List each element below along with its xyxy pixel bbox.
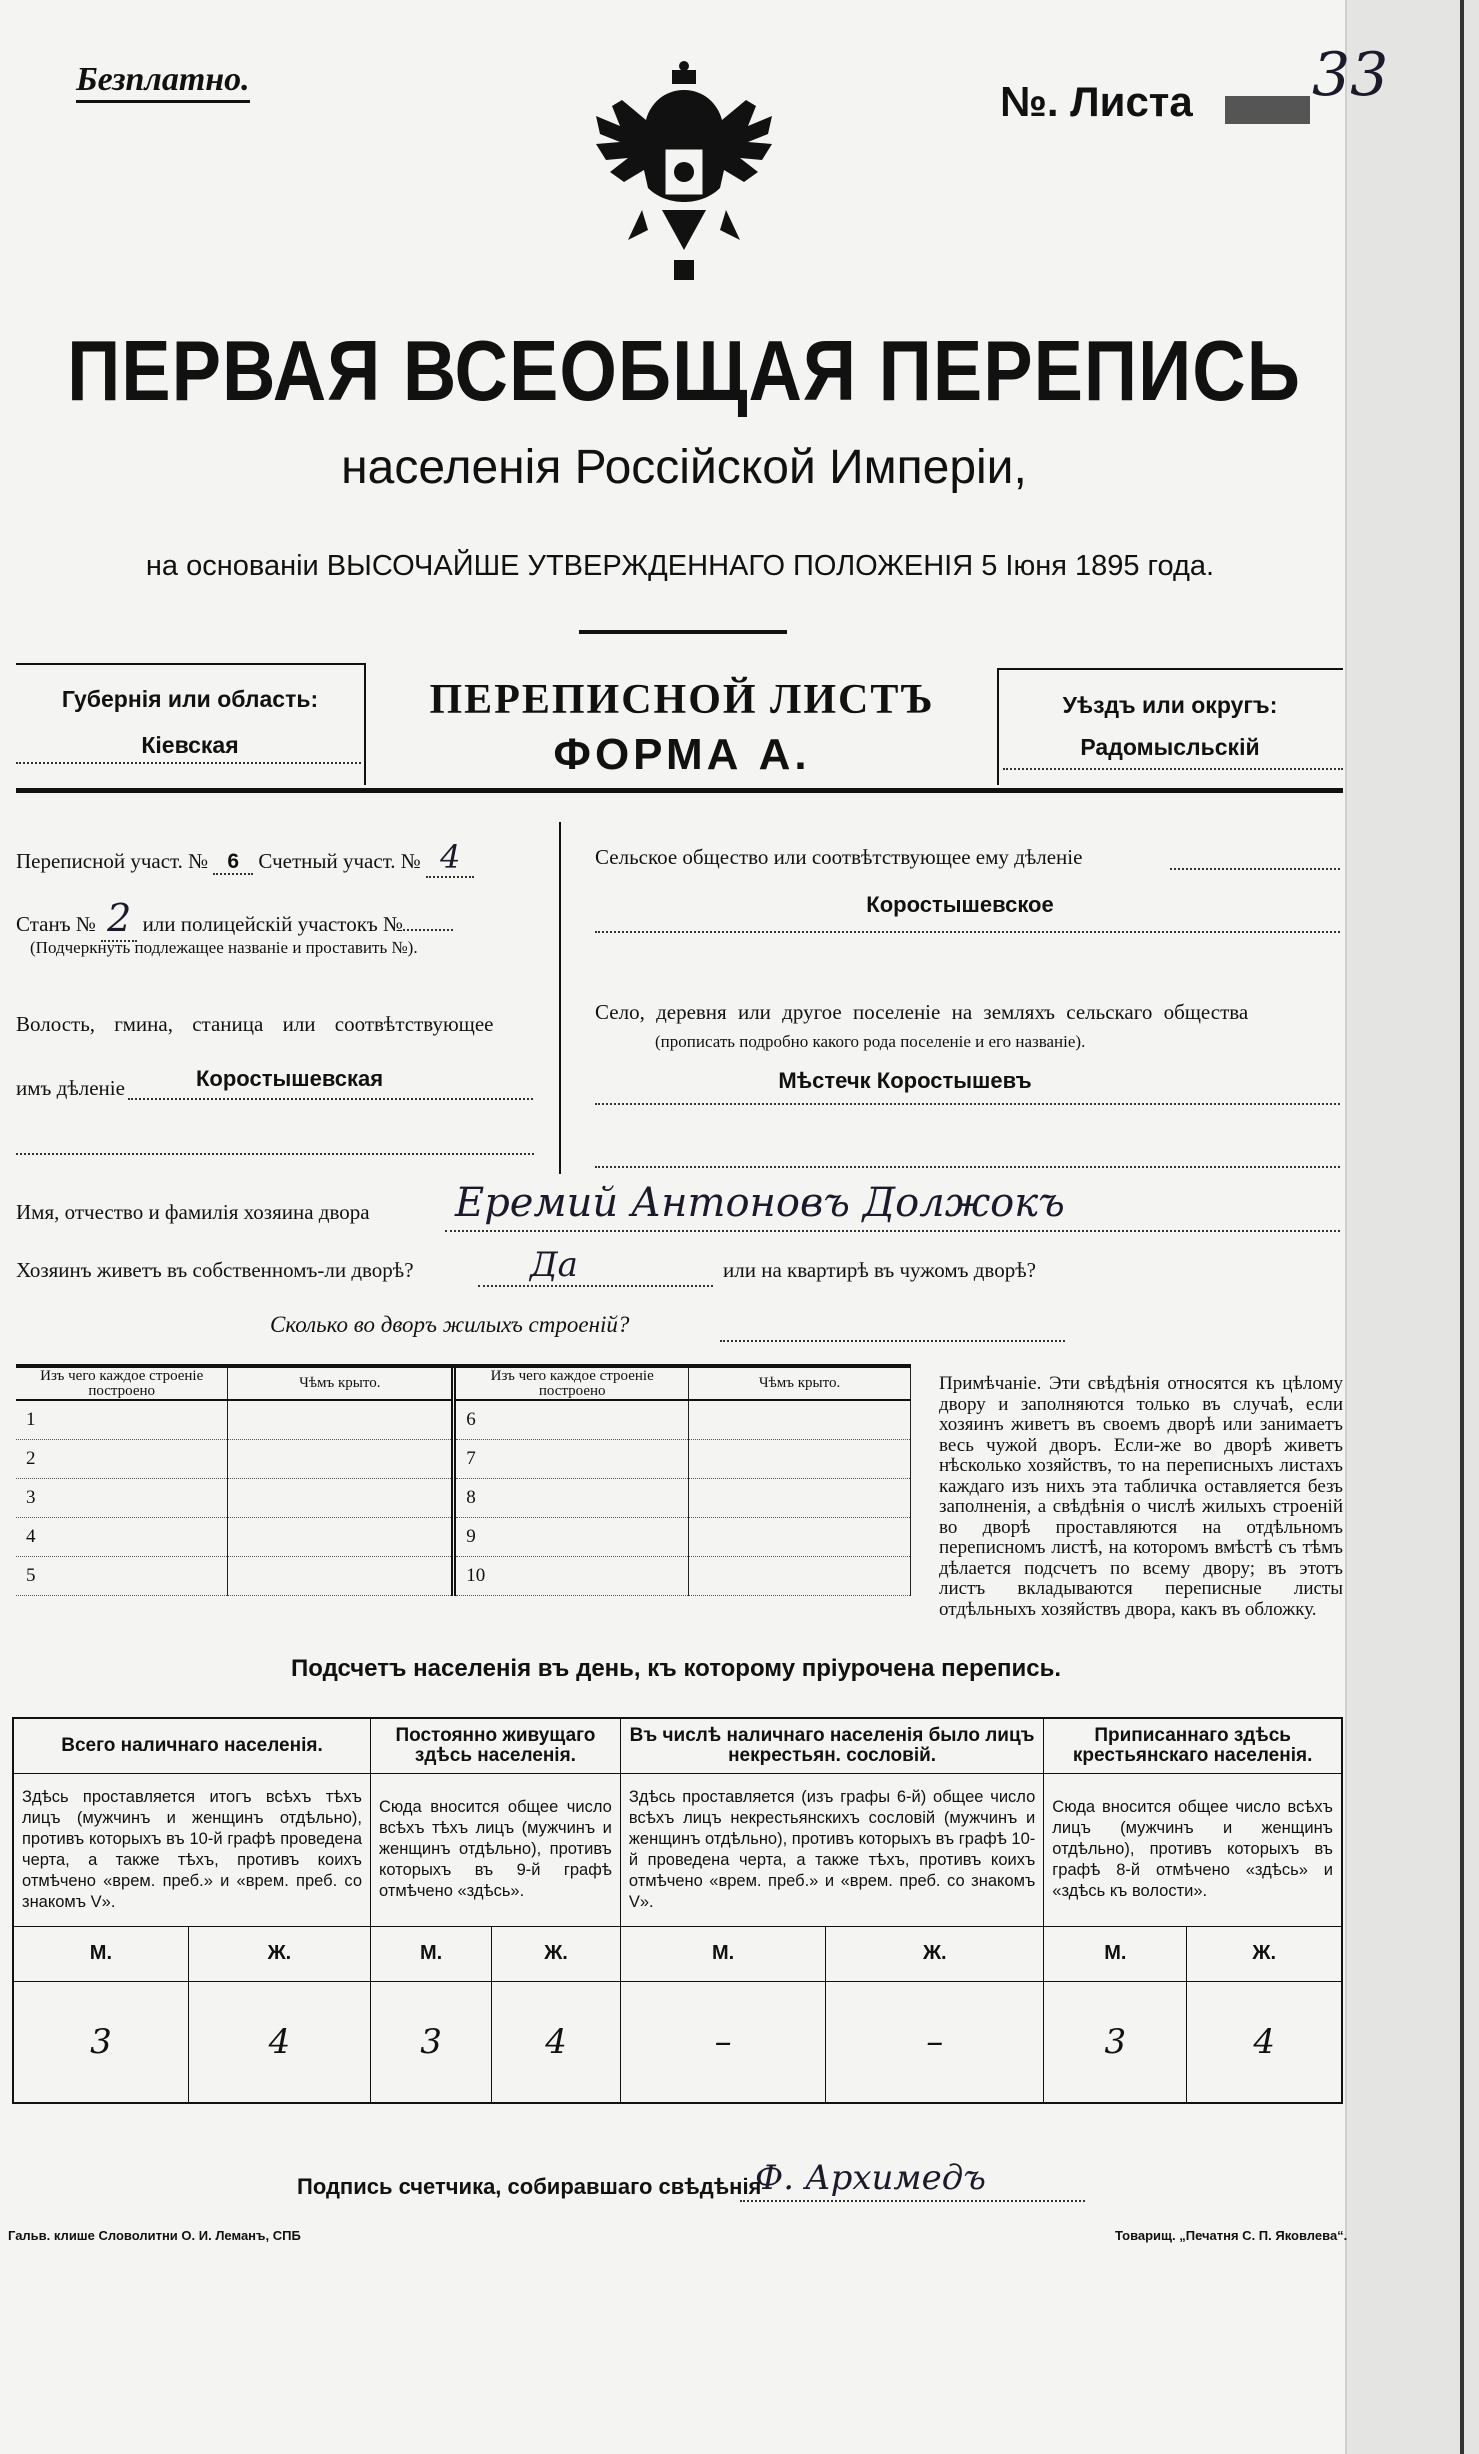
buildings-question: Сколько во дворъ жилыхъ строеній? [270,1312,630,1337]
divider [364,663,366,785]
divider [997,668,1343,670]
double-headed-eagle-icon [582,60,786,292]
table-row: 3 8 [16,1478,911,1517]
adjacent-page-edge [1345,0,1479,2454]
dotted-line [595,1103,1340,1105]
society-label: Сельское общество или соотвѣтствующее ему дѣленіе [595,845,1083,869]
signature-value: Ф. Архимедъ [755,2158,986,2198]
male-value: 3 [1044,1981,1187,2103]
main-title: ПЕРВАЯ ВСЕОБЩАЯ ПЕРЕПИСЬ [67,323,1301,419]
census-area-value: 6 [213,850,253,875]
ornament-divider [579,630,787,634]
population-title: Подсчетъ населенія въ день, къ которому пріурочена перепись. [291,1655,1061,1682]
male-header: М. [620,1926,825,1981]
population-table [12,1717,1343,2104]
col-roof: Чѣмъ крыто. [689,1368,911,1400]
female-value: 4 [1187,1981,1342,2103]
female-value: 4 [492,1981,621,2103]
male-value: 3 [13,1981,188,2103]
census-area-label: Переписной участ. № [16,849,209,873]
male-header: М. [13,1926,188,1981]
col-header: Приписаннаго здѣсь крестьянскаго населенія. [1044,1718,1342,1773]
col-header: Въ числѣ наличнаго населенія было лицъ некрестьян. сословій. [620,1718,1043,1773]
volost-label-2: имъ дѣленіе [16,1076,125,1100]
rented-label: или на квартирѣ въ чужомъ дворѣ? [723,1258,1036,1282]
scan-edge [1460,0,1464,2454]
sheet-number-label: №. Листа [1000,78,1193,125]
stan-label: Станъ № [16,912,96,936]
female-header: Ж. [492,1926,621,1981]
dotted-line [445,1230,1340,1232]
col-desc: Сюда вносится общее число всѣхъ тѣхъ лицъ (мужчинъ и женщинъ отдѣльно), противъ которыхъ въ 9-й графѣ отмѣчено «здѣсь». [371,1773,621,1926]
census-area-field [16,838,474,876]
female-value: – [826,1981,1044,2103]
province-value: Кіевская [141,732,239,758]
col-desc: Здѣсь проставляется (изъ графы 6-й) общее число всѣхъ лицъ некрестьянскихъ сословій (мужчинъ и женщинъ отдѣльно), противъ которыхъ въ графѣ 10-й проведена черта, а также тѣхъ, противъ коихъ отмѣчено «врем. преб.» и «врем. преб. со знакомъ V». [620,1773,1043,1926]
male-value: – [620,1981,825,2103]
dotted-line [1170,868,1340,870]
count-area-label: Счетный участ. № [258,849,421,873]
district-value: Радомысльскій [1080,734,1260,760]
count-area-value: 4 [426,838,474,878]
col-material: Изъ чего каждое строеніе построено [16,1368,228,1400]
dotted-line [595,1166,1340,1168]
sheet-number-field [1225,96,1310,124]
divider [559,822,561,1174]
col-header: Постоянно живущаго здѣсь населенія. [371,1718,621,1773]
form-name: ФОРМА А. [553,730,811,779]
male-header: М. [371,1926,492,1981]
printer-left: Гальв. клише Словолитни О. И. Леманъ, СПБ [8,2228,301,2243]
male-header: М. [1044,1926,1187,1981]
female-value: 4 [188,1981,370,2103]
village-label: Село, деревня или другое поселеніе на земляхъ сельскаго общества [595,1000,1249,1024]
underline-note: (Подчеркнуть подлежащее названіе и проставить №). [30,938,418,957]
col-material: Изъ чего каждое строеніе построено [454,1368,689,1400]
female-header: Ж. [826,1926,1044,1981]
dotted-line [478,1285,713,1287]
table-row: 2 7 [16,1439,911,1478]
table-row: 1 6 [16,1400,911,1439]
dotted-line [16,1153,534,1155]
divider [16,788,1343,793]
female-header: Ж. [1187,1926,1342,1981]
owner-name-label: Имя, отчество и фамилія хозяина двора [16,1200,370,1224]
col-desc: Сюда вносится общее число всѣхъ лицъ (мужчинъ и женщинъ отдѣльно), противъ которыхъ въ графѣ 8-й отмѣчено «здѣсь» и «здѣсь къ волости». [1044,1773,1342,1926]
printer-right: Товарищ. „Печатня С. П. Яковлева“. [1115,2228,1348,2243]
subtitle: населенія Россійской Имперіи, [341,441,1027,494]
province-label: Губернія или область: [61,686,319,712]
stan-value: 2 [101,896,137,942]
dotted-line [128,1098,533,1100]
police-label: или полицейскій участокъ № [142,912,404,936]
village-note: (прописать подробно какого рода поселеніе и его названіе). [655,1032,1086,1051]
sheet-title: ПЕРЕПИСНОЙ ЛИСТЪ [429,677,935,723]
divider [997,668,999,785]
dotted-line [720,1340,1065,1342]
owner-name-value: Еремий Антоновъ Должокъ [455,1180,1065,1226]
volost-value: Коростышевская [196,1066,384,1091]
volost-label: Волость, гмина, станица или соотвѣтствующее [16,1012,494,1036]
table-row: 4 9 [16,1517,911,1556]
col-header: Всего наличнаго населенія. [13,1718,371,1773]
col-roof: Чѣмъ крыто. [228,1368,454,1400]
col-desc: Здѣсь проставляется итогъ всѣхъ тѣхъ лицъ (мужчинъ и женщинъ отдѣльно), противъ которыхъ въ 10-й графѣ проведена черта, а также тѣхъ, противъ коихъ отмѣчено «врем. преб.» и «врем. преб. со знакомъ V». [13,1773,371,1926]
note-text: Примѣчаніе. Эти свѣдѣнія относятся къ цѣлому двору и заполняются только въ случаѣ, если хозяинъ живетъ въ своемъ дворѣ или занимаетъ весь чужой дворъ. Если-же во дворѣ живетъ нѣсколько хозяйствъ, то на переписныхъ листахъ каждаго изъ нихъ эта табличка оставляется безъ заполненія, а свѣдѣнія о числѣ жилыхъ строеній во дворѣ проставляются на отдѣльномъ переписномъ листѣ, на которомъ вмѣстѣ съ тѣмъ дѣлается подсчетъ по всему двору; въ этотъ листъ вкладываются переписные листы отдѣльныхъ хозяйствъ двора, какъ въ обложку. [939,1373,1343,1620]
table-row: 5 10 [16,1556,911,1595]
buildings-table [16,1368,911,1596]
male-value: 3 [371,1981,492,2103]
village-value: Мѣстечк Коростышевъ [778,1068,1032,1093]
stan-field [16,896,453,940]
dotted-line [740,2200,1085,2202]
legal-basis: на основаніи ВЫСОЧАЙШЕ УТВЕРЖДЕННАГО ПОЛОЖЕНІЯ 5 Іюня 1895 года. [145,550,1215,582]
dotted-line [595,931,1340,933]
table-row [13,1981,1342,2103]
female-header: Ж. [188,1926,370,1981]
own-yard-value: Да [530,1245,578,1285]
free-label: Безплатно. [76,60,250,103]
dotted-line [1003,768,1343,770]
signature-label: Подпись счетчика, собиравшаго свѣдѣнія [297,2174,762,2199]
own-yard-label: Хозяинъ живетъ въ собственномъ-ли дворѣ? [16,1258,414,1282]
divider [16,663,366,665]
society-value: Коростышевское [866,892,1054,917]
dotted-line [16,762,361,764]
district-label: Уѣздъ или округъ: [1062,692,1278,718]
sheet-number-handwritten: 33 [1312,40,1389,110]
